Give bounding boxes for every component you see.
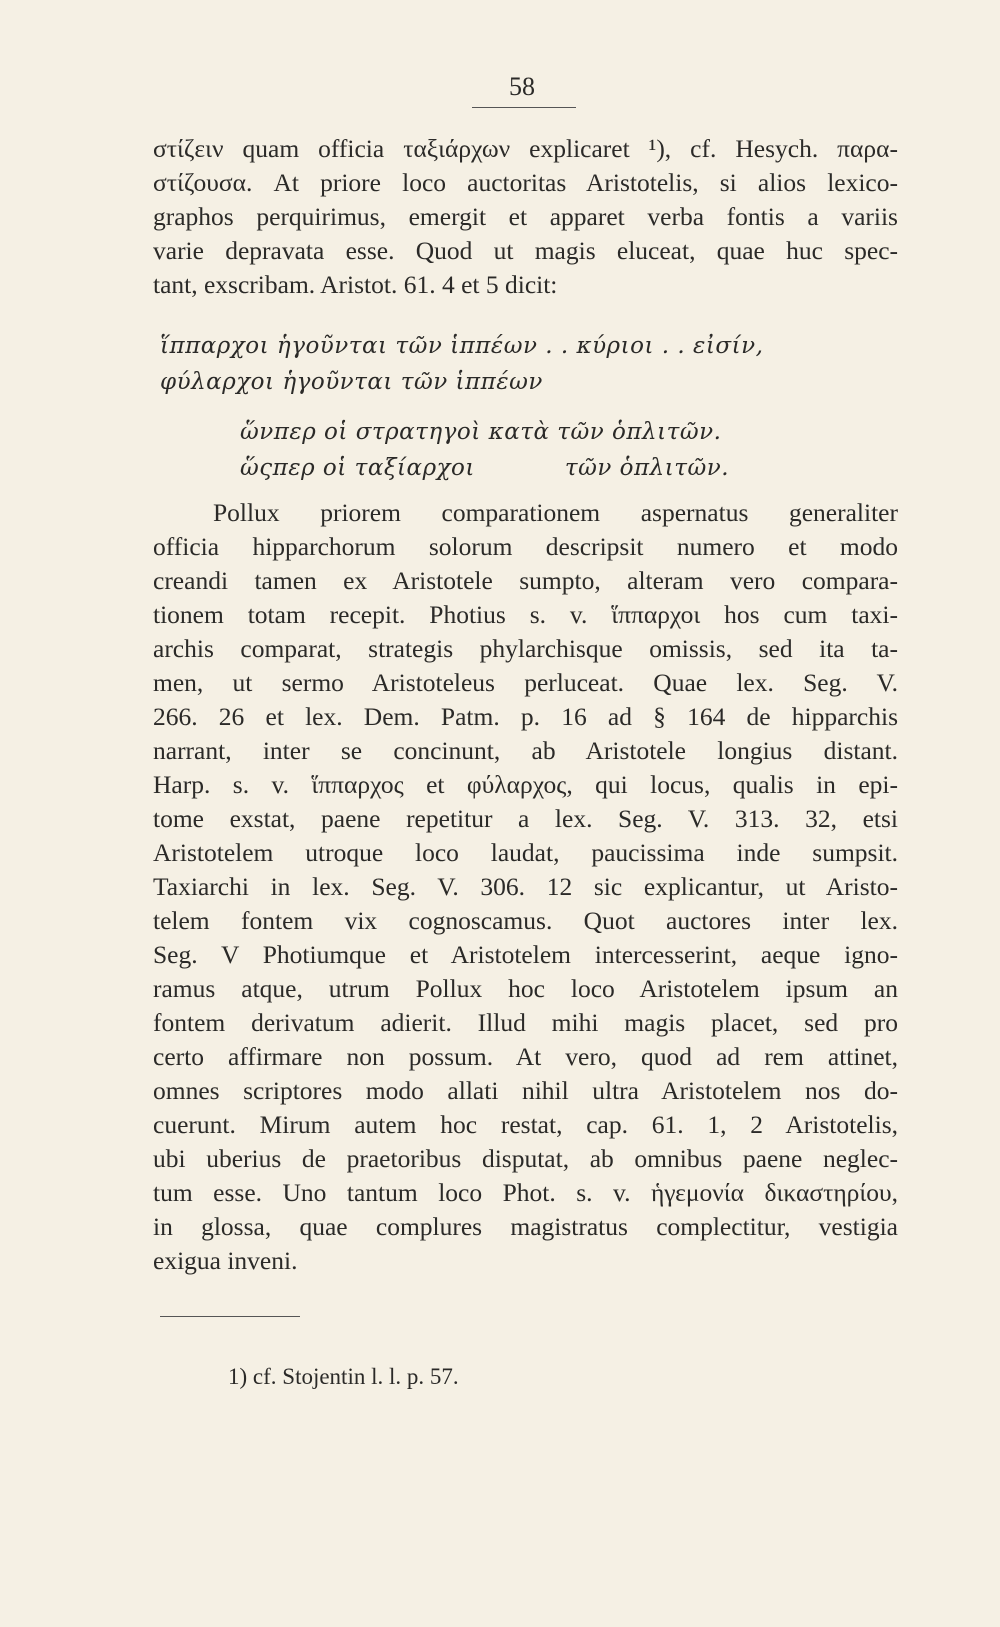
header-rule (472, 107, 576, 108)
text-line: Aristotelem utroque loco laudat, paucissima inde sumpsit. (153, 838, 898, 867)
text-line: telem fontem vix cognoscamus. Quot auctores inter lex. (153, 906, 898, 935)
quote-line (240, 450, 729, 486)
text-line: officia hipparchorum solorum descripsit numero et modo (153, 532, 898, 561)
text-line: στίζειν quam officia ταξιάρχων explicaret ¹), cf. Hesych. παρα- (153, 134, 898, 163)
page-number: 58 (509, 72, 535, 101)
text-line: 266. 26 et lex. Dem. Patm. p. 16 ad § 164 de hipparchis (153, 702, 898, 731)
quote-line: ὥνπερ οἱ στρατηγοὶ κατὰ τῶν ὁπλιτῶν. (240, 419, 722, 445)
text-line: στίζουσα. At priore loco auctoritas Aristotelis, si alios lexico- (153, 168, 898, 197)
text-line: Harp. s. v. ἵππαρχος et φύλαρχος, qui locus, qualis in epi- (153, 770, 898, 799)
text-line: cuerunt. Mirum autem hoc restat, cap. 61. 1, 2 Aristotelis, (153, 1110, 898, 1139)
text-line: exigua inveni. (153, 1246, 298, 1275)
footnote-rule (160, 1316, 300, 1317)
text-line: fontem derivatum adierit. Illud mihi magis placet, sed pro (153, 1008, 898, 1037)
text-line: certo affirmare non possum. At vero, quod ad rem attinet, (153, 1042, 898, 1071)
text-line: ramus atque, utrum Pollux hoc loco Aristotelem ipsum an (153, 974, 898, 1003)
footnote: 1) cf. Stojentin l. l. p. 57. (228, 1364, 459, 1389)
text-line: Seg. V Photiumque et Aristotelem intercesserint, aeque igno- (153, 940, 898, 969)
quote-line: ἵππαρχοι ἡγοῦνται τῶν ἱππέων . . κύριοι . . εἰσίν, (160, 333, 764, 359)
text-line: men, ut sermo Aristoteleus perluceat. Quae lex. Seg. V. (153, 668, 898, 697)
quote-fragment: ὥςπερ οἱ ταξίαρχοι (240, 455, 475, 481)
text-line: graphos perquirimus, emergit et apparet verba fontis a variis (153, 202, 898, 231)
paragraph-1 (153, 132, 898, 302)
text-line: Pollux priorem comparationem aspernatus generaliter (213, 498, 898, 527)
text-line: archis comparat, strategis phylarchisque omissis, sed ita ta- (153, 634, 898, 663)
text-line: tionem totam recepit. Photius s. v. ἵππαρχοι hos cum taxi- (153, 600, 898, 629)
text-line: omnes scriptores modo allati nihil ultra Aristotelem nos do- (153, 1076, 898, 1105)
text-line: tome exstat, paene repetitur a lex. Seg. V. 313. 32, etsi (153, 804, 898, 833)
text-line: in glossa, quae complures magistratus complectitur, vestigia (153, 1212, 898, 1241)
quote-line: φύλαρχοι ἡγοῦνται τῶν ἱππέων (160, 369, 543, 395)
quote-fragment: τῶν ὁπλιτῶν. (564, 455, 730, 481)
text-line: ubi uberius de praetoribus disputat, ab omnibus paene neglec- (153, 1144, 898, 1173)
text-line: narrant, inter se concinunt, ab Aristotele longius distant. (153, 736, 898, 765)
text-line: tant, exscribam. Aristot. 61. 4 et 5 dicit: (153, 270, 558, 299)
text-line: Taxiarchi in lex. Seg. V. 306. 12 sic explicantur, ut Aristo- (153, 872, 898, 901)
text-line: tum esse. Uno tantum loco Phot. s. v. ἡγεμονία δικαστηρίου, (153, 1178, 898, 1207)
text-line: creandi tamen ex Aristotele sumpto, alteram vero compara- (153, 566, 898, 595)
paragraph-2 (153, 496, 898, 1278)
text-line: varie depravata esse. Quod ut magis eluceat, quae huc spec- (153, 236, 898, 265)
